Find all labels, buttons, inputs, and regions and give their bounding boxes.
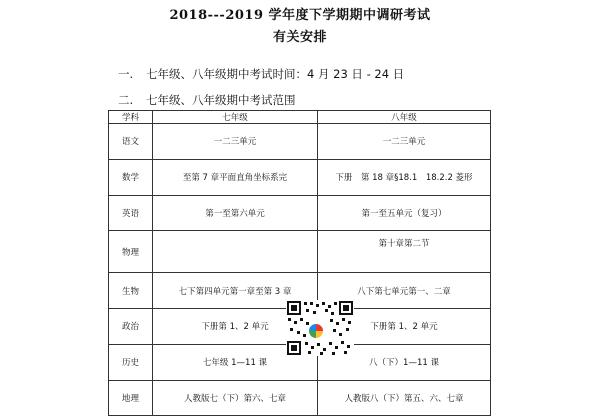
subject-cell: 语文: [109, 124, 153, 160]
table-row: [109, 231, 491, 273]
grade7-cell: 七下第四单元第一章至第 3 章: [153, 273, 318, 309]
grade7-cell: 下册第 1、2 单元: [153, 308, 318, 344]
section-exam-scope: [118, 92, 296, 108]
grade7-cell: 七年级 1—11 课: [153, 344, 318, 380]
grade7-cell: [153, 231, 318, 273]
subject-cell: 生物: [109, 273, 153, 309]
subject-cell: 数学: [109, 159, 153, 195]
grade8-cell: 一二三单元: [318, 124, 491, 160]
grade8-cell: 下册第 1、2 单元: [318, 308, 491, 344]
header-grade8: 八年级: [318, 111, 491, 124]
grade8-cell: 下册 第 18 章§18.1 18.2.2 菱形: [318, 159, 491, 195]
table-row: [109, 195, 491, 231]
table-row: [109, 159, 491, 195]
section-number: 二.: [118, 93, 134, 107]
subject-cell: 政治: [109, 308, 153, 344]
section-text: 七年级、八年级期中考试时间：4 月 23 日 - 24 日: [146, 67, 405, 81]
document-title: 2018---2019 学年度下学期期中调研考试: [169, 8, 431, 23]
section-number: 一.: [118, 67, 134, 81]
grade7-cell: 第一至第六单元: [153, 195, 318, 231]
grade8-cell: 第十章第二节: [318, 231, 491, 273]
grade8-cell: 人教版八（下）第五、六、七章: [318, 380, 491, 416]
subject-cell: 历史: [109, 344, 153, 380]
header-subject: 学科: [109, 111, 153, 124]
subject-cell: 英语: [109, 195, 153, 231]
table-row: [109, 380, 491, 416]
grade8-cell: 八（下）1—11 课: [318, 344, 491, 380]
table-row: [109, 124, 491, 160]
qr-logo-icon: [307, 322, 325, 340]
subject-cell: 地理: [109, 380, 153, 416]
section-text: 七年级、八年级期中考试范围: [146, 93, 296, 107]
section-exam-time: [118, 66, 404, 82]
document-subtitle: 有关安排: [272, 30, 327, 45]
header-grade7: 七年级: [153, 111, 318, 124]
grade7-cell: 一二三单元: [153, 124, 318, 160]
exam-scope-table: [108, 110, 491, 416]
table-header-row: [109, 111, 491, 124]
grade7-cell: 人教版七（下）第六、七章: [153, 380, 318, 416]
grade8-cell: 第一至五单元（复习）: [318, 195, 491, 231]
subject-cell: 物理: [109, 231, 153, 273]
grade7-cell: 至第 7 章平面直角坐标系完: [153, 159, 318, 195]
grade8-cell: 八下第七单元第一、二章: [318, 273, 491, 309]
